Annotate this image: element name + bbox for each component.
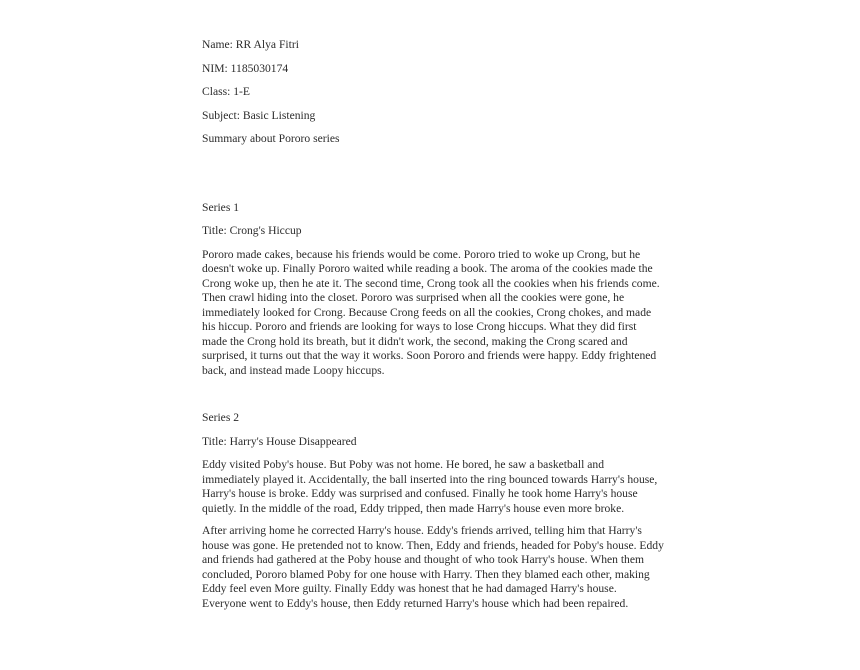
document-content	[202, 38, 664, 619]
student-name: Name: RR Alya Fitri	[202, 38, 299, 51]
series-1-label: Series 1	[202, 200, 240, 214]
series-1-paragraph-1: Pororo made cakes, because his friends would be come. Pororo tried to woke up Crong, but he doesn't woke up. Finally Pororo waited while reading a book. The aroma of the cookies made the Crong woke up, then he ate it. The second time, Crong took all the cookies when his friends come. Then crawl hiding into the closet. Pororo was surprised when all the cookies were gone, he immediately looked for Crong. Because Crong feeds on all the cookies, Crong chokes, and made his hiccup. Pororo and friends are looking for ways to lose Crong hiccups. What they did first made the Crong hold its breath, but it didn't work, the second, making the Crong scared and surprised, it turns out that the way it works. Soon Pororo and friends were happy. Eddy frightened back, and instead made Loopy hiccups.	[202, 247, 660, 377]
spacer	[202, 156, 664, 201]
series-2-title: Title: Harry's House Disappeared	[202, 434, 357, 448]
series-2-label: Series 2	[202, 411, 240, 424]
summary-title: Summary about Pororo series	[202, 132, 340, 145]
series-1-title: Title: Crong's Hiccup	[202, 224, 302, 237]
series-2-paragraph-1: Eddy visited Poby's house. But Poby was not home. He bored, he saw a basketball and immediately played it. Accidentally, the ball inserted into the ring bounced towards Harry's house, Harry's house is broke. Eddy was surprised and confused. Finally he took home Harry's house quietly. In the middle of the road, Eddy tripped, then made Harry's house even more broke.	[202, 458, 658, 515]
student-nim: NIM: 1185030174	[202, 61, 289, 75]
student-class: Class: 1-E	[202, 85, 250, 98]
subject-line: Subject: Basic Listening	[202, 108, 316, 122]
spacer	[202, 386, 664, 411]
series-2-paragraph-2: After arriving home he corrected Harry's house. Eddy's friends arrived, telling him that Harry's house was gone. He pretended not to know. Then, Eddy and friends, headed for Poby's house. Eddy and friends had gathered at the Poby house and thought of who took Harry's house. When them concluded, Pororo blamed Poby for one house with Harry. Then they blamed each other, making Eddy feel even More guilty. Finally Eddy was honest that he had damaged Harry's house. Everyone went to Eddy's house, then Eddy returned Harry's house which had been repaired.	[202, 524, 664, 610]
